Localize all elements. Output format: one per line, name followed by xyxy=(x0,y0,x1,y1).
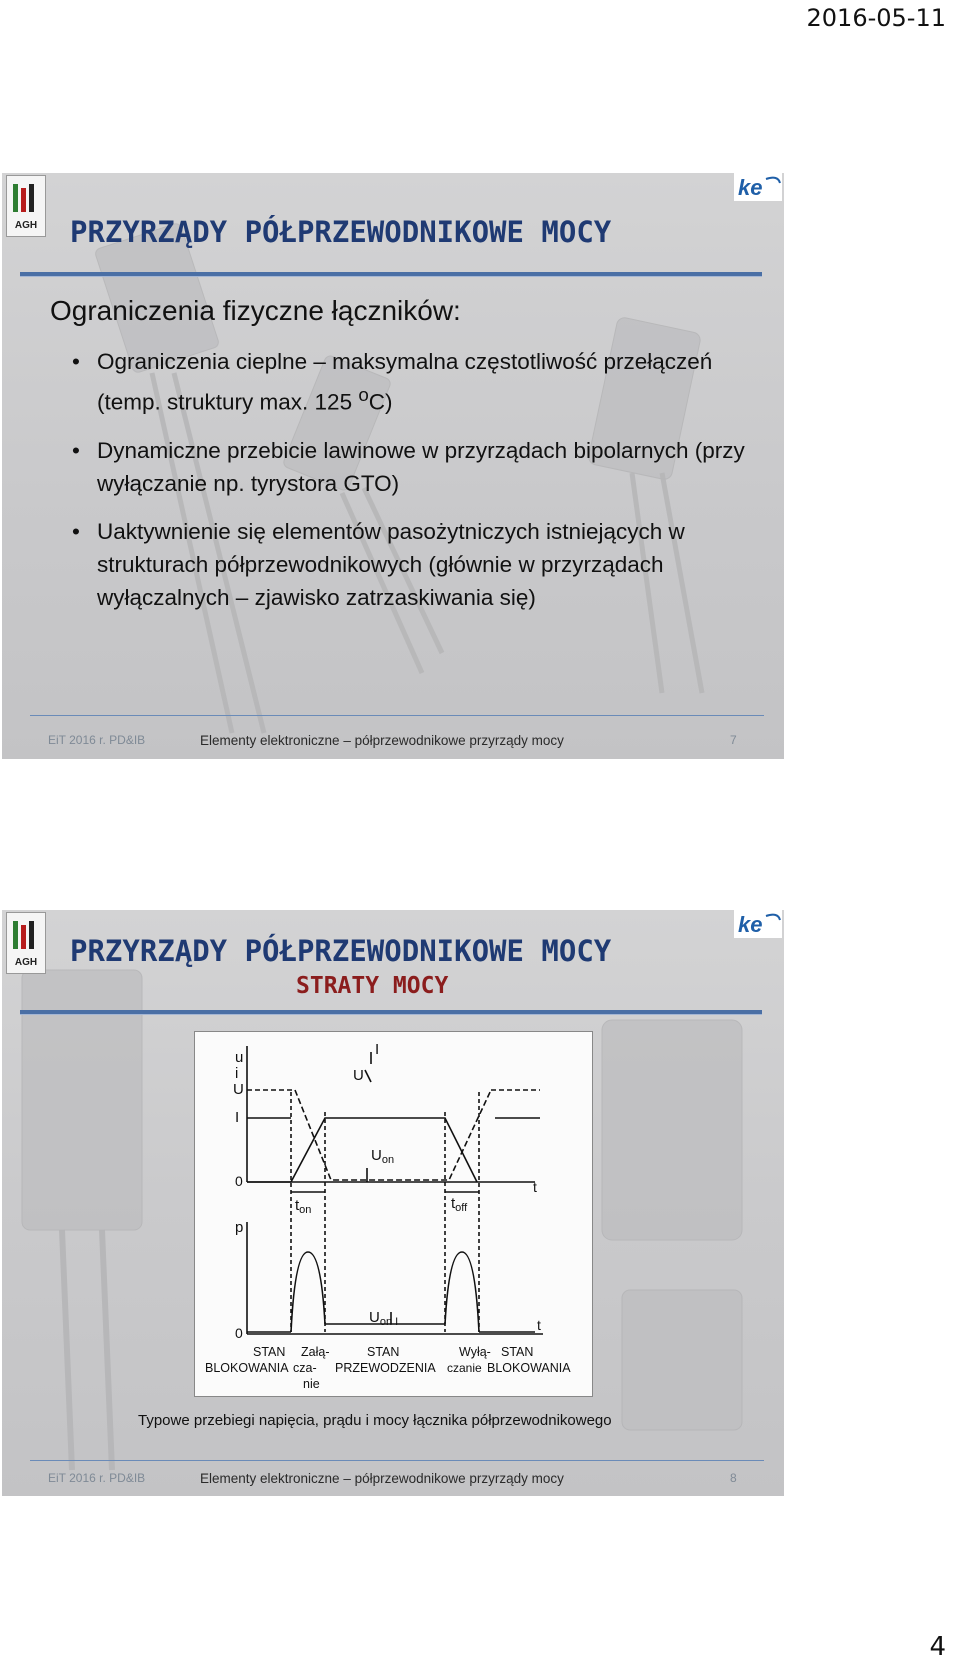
switch-label-I: I xyxy=(375,1041,380,1058)
footer-divider xyxy=(30,1460,764,1461)
state-label-nie: nie xyxy=(303,1377,320,1391)
switching-waveforms-figure xyxy=(194,1031,593,1397)
state-label-czanie: czanie xyxy=(447,1361,482,1375)
bullet-text: Ograniczenia cieplne – maksymalna częstotliwość przełączeń (temp. struktury max. 125 xyxy=(97,349,713,415)
bullet-item xyxy=(68,434,758,500)
level-label-U: U xyxy=(233,1081,244,1098)
slide-number: 7 xyxy=(730,733,737,747)
origin-top: 0 xyxy=(235,1173,243,1189)
toff-main: t xyxy=(451,1195,456,1212)
uon-label xyxy=(371,1147,394,1166)
agh-logo xyxy=(6,912,46,974)
uon-bottom-label xyxy=(369,1309,398,1328)
origin-bottom: 0 xyxy=(235,1325,243,1341)
slide-title: PRZYRZĄDY PÓŁPRZEWODNIKOWE MOCY xyxy=(70,934,612,968)
page-date: 2016-05-11 xyxy=(806,4,946,32)
slide-heading: Ograniczenia fizyczne łączników: xyxy=(50,295,461,326)
title-divider xyxy=(20,1010,762,1015)
bullet-text-end: C) xyxy=(368,389,393,415)
toff-sub: off xyxy=(455,1202,468,1214)
toff-label xyxy=(451,1195,468,1214)
uon-main: U xyxy=(371,1147,382,1164)
axis-label-p: p xyxy=(235,1219,244,1236)
uon2-main: U xyxy=(369,1309,380,1326)
ke-logo xyxy=(734,173,782,201)
state-label-cza: cza- xyxy=(293,1361,317,1375)
state-label-stan3: STAN xyxy=(501,1345,534,1359)
page-number: 4 xyxy=(929,1632,946,1662)
axis-label-i: i xyxy=(235,1065,239,1082)
bullet-list xyxy=(68,345,758,629)
bullet-superscript: o xyxy=(358,384,369,405)
state-label-stan2: STAN xyxy=(367,1345,400,1359)
figure-caption: Typowe przebiegi napięcia, prądu i mocy łącznika półprzewodnikowego xyxy=(138,1412,612,1429)
ton-label xyxy=(295,1197,311,1216)
slide-number: 8 xyxy=(730,1471,737,1485)
state-label-blok1: BLOKOWANIA xyxy=(205,1361,289,1375)
bullet-item xyxy=(68,345,758,419)
switch-label-U: U xyxy=(353,1067,364,1084)
footer-author: EiT 2016 r. PD&IB xyxy=(48,1471,146,1485)
agh-logo xyxy=(6,175,46,237)
footer-author: EiT 2016 r. PD&IB xyxy=(48,733,146,747)
state-label-zalg: Załą- xyxy=(301,1345,330,1359)
bullet-item xyxy=(68,515,758,614)
state-label-blok2: BLOKOWANIA xyxy=(487,1361,571,1375)
svg-text:AGH: AGH xyxy=(14,957,38,968)
uon2-sub: on I xyxy=(379,1316,399,1328)
bullet-text: Dynamiczne przebicie lawinowe w przyrządach bipolarnych (przy wyłączanie np. tyrystora GTO) xyxy=(97,437,745,496)
svg-text:AGH: AGH xyxy=(14,220,38,231)
slide-title: PRZYRZĄDY PÓŁPRZEWODNIKOWE MOCY xyxy=(70,215,612,249)
slide-8 xyxy=(2,910,784,1496)
svg-text:ke: ke xyxy=(738,912,763,937)
axis-label-u: u xyxy=(235,1049,244,1066)
footer-divider xyxy=(30,715,764,716)
uon-sub: on xyxy=(381,1154,395,1166)
slide-7 xyxy=(2,173,784,759)
ton-main: t xyxy=(295,1197,300,1214)
footer-course: Elementy elektroniczne – półprzewodnikowe przyrządy mocy xyxy=(200,733,564,748)
title-divider xyxy=(20,272,762,277)
state-label-przew: PRZEWODZENIA xyxy=(335,1361,436,1375)
level-label-I: I xyxy=(235,1109,240,1126)
ke-logo xyxy=(734,910,782,938)
time-label-top: t xyxy=(533,1179,537,1195)
ton-sub: on xyxy=(299,1204,312,1216)
slide-subtitle: STRATY MOCY xyxy=(296,973,449,999)
state-label-wylg: Wyłą- xyxy=(459,1345,491,1359)
footer-course: Elementy elektroniczne – półprzewodnikowe przyrządy mocy xyxy=(200,1471,564,1486)
time-label-bottom: t xyxy=(537,1317,541,1333)
bullet-text: Uaktywnienie się elementów pasożytniczych istniejących w strukturach półprzewodnikowych (głównie w przyrządach wyłączalnych – zjawisko zatrzaskiwania się) xyxy=(97,518,685,610)
svg-text:ke: ke xyxy=(738,175,763,200)
state-label-stan1: STAN xyxy=(253,1345,286,1359)
